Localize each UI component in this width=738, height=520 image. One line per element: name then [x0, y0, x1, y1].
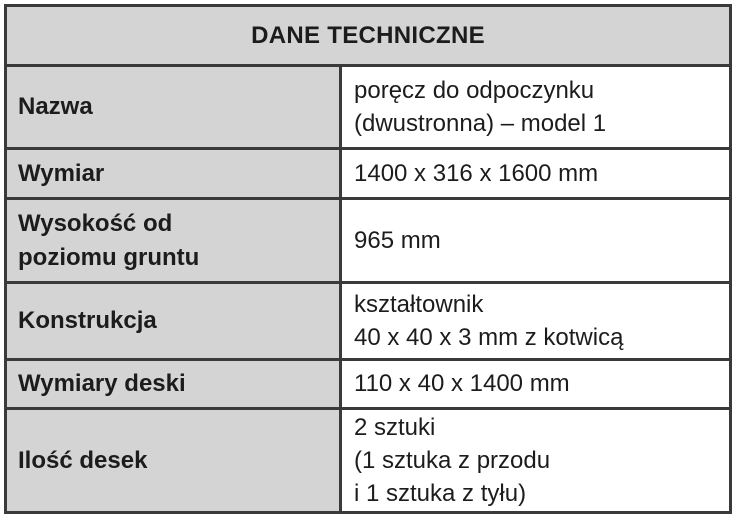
row-value: kształtownik 40 x 40 x 3 mm z kotwicą [342, 284, 729, 358]
row-label: Ilość desek [7, 410, 342, 511]
table-row-nazwa [7, 67, 729, 150]
row-label: Konstrukcja [7, 284, 342, 358]
table-row-wysokosc [7, 200, 729, 284]
table-row-wymiary-deski [7, 361, 729, 410]
row-value: 2 sztuki (1 sztuka z przodu i 1 sztuka z tyłu) [342, 410, 729, 511]
row-label: Wymiary deski [7, 361, 342, 407]
table-row-wymiar [7, 150, 729, 200]
row-value: 965 mm [342, 200, 729, 281]
row-value: 110 x 40 x 1400 mm [342, 361, 729, 407]
row-label: Wysokość od poziomu gruntu [7, 200, 342, 281]
row-label: Nazwa [7, 67, 342, 147]
row-label: Wymiar [7, 150, 342, 197]
row-value: poręcz do odpoczynku (dwustronna) – model 1 [342, 67, 729, 147]
spec-table [4, 4, 732, 514]
table-row-konstrukcja [7, 284, 729, 361]
table-title: DANE TECHNICZNE [7, 7, 729, 67]
table-row-ilosc-desek [7, 410, 729, 511]
row-value: 1400 x 316 x 1600 mm [342, 150, 729, 197]
